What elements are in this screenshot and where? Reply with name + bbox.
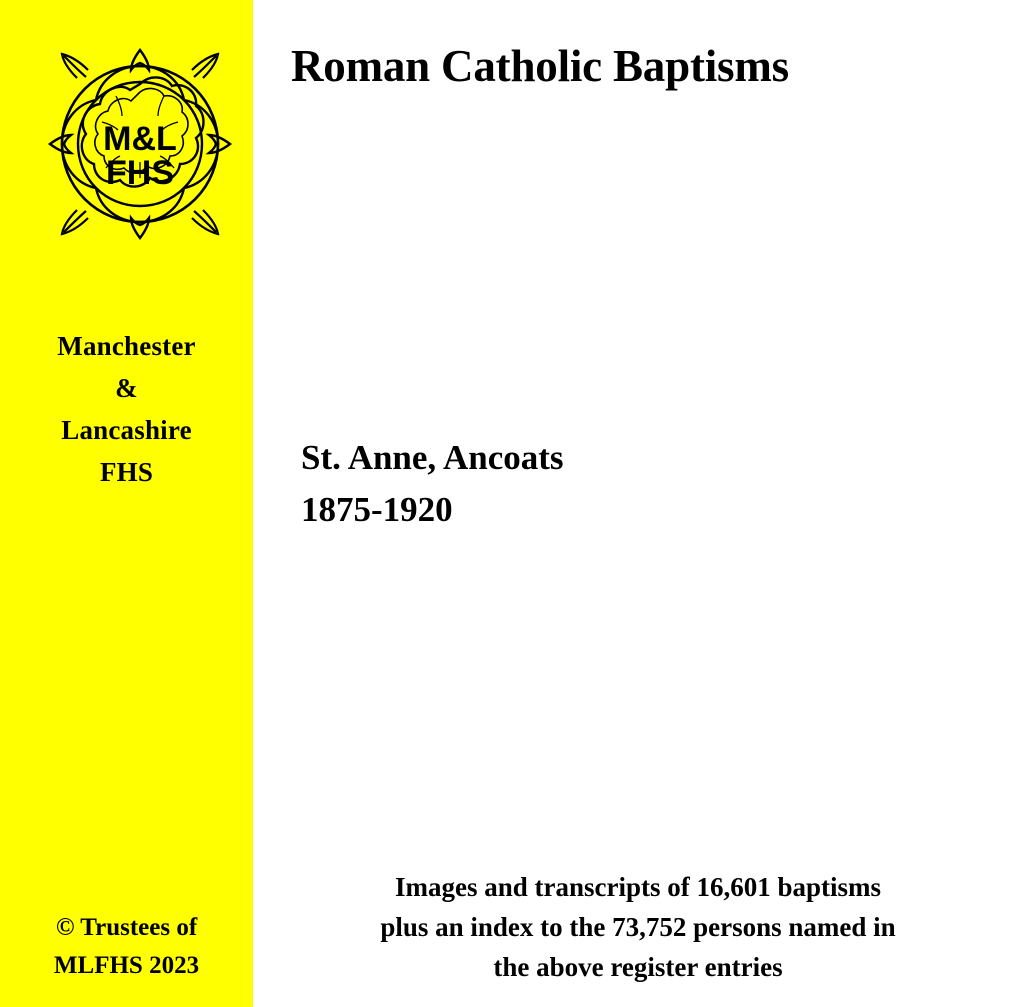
contents-summary <box>273 867 1003 987</box>
logo-text-line1: M&L <box>103 120 177 158</box>
contents-summary-line-1: Images and transcripts of 16,601 baptisms <box>394 872 882 902</box>
mlfhs-logo <box>46 44 234 244</box>
logo-text-line2: FHS <box>106 154 174 192</box>
society-name-line-4: FHS <box>99 457 154 487</box>
copyright-line-2: MLFHS 2023 <box>53 952 200 979</box>
contents-summary-line-2: plus an index to the 73,752 persons named in <box>380 912 896 942</box>
society-name-line-2: & <box>115 373 138 403</box>
society-name <box>0 325 253 493</box>
society-name-line-3: Lancashire <box>61 415 192 445</box>
record-date-range: 1875-1920 <box>301 490 453 529</box>
contents-summary-line-3: the above register entries <box>493 952 783 982</box>
record-parish: St. Anne, Ancoats <box>301 438 564 477</box>
record-details <box>301 432 941 536</box>
copyright-notice <box>0 909 253 985</box>
copyright-line-1: © Trustees of <box>55 914 198 941</box>
page-title: Roman Catholic Baptisms <box>291 41 789 91</box>
manchester-lancashire-fhs-rose-logo <box>46 44 234 244</box>
society-name-line-1: Manchester <box>57 331 196 361</box>
sidebar <box>0 0 253 1007</box>
main-content <box>253 0 1024 1007</box>
